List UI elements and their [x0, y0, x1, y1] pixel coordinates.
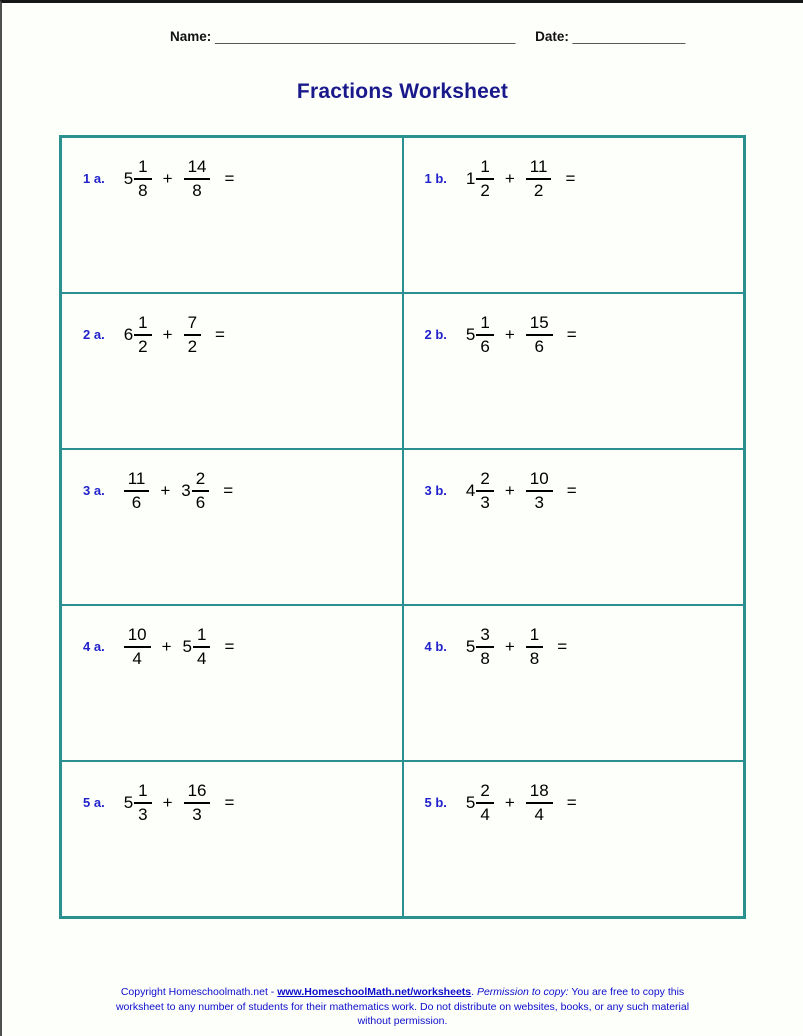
fraction	[476, 313, 493, 356]
numerator: 16	[184, 781, 211, 804]
problem	[404, 762, 744, 824]
numerator: 15	[526, 313, 553, 336]
denominator: 3	[192, 804, 202, 824]
plus-operator: +	[162, 792, 173, 812]
equals-sign: =	[557, 636, 568, 656]
permission-label: Permission to copy:	[476, 986, 569, 998]
whole-number: 4	[465, 480, 476, 500]
equals-sign: =	[224, 168, 235, 188]
fraction	[134, 781, 151, 824]
page-title: Fractions Worksheet	[296, 80, 509, 103]
fraction	[526, 157, 552, 200]
problem-cell	[403, 605, 745, 761]
problem-cell	[61, 605, 403, 761]
plus-operator: +	[160, 480, 171, 500]
fraction	[476, 625, 493, 668]
numerator: 1	[476, 313, 493, 336]
problem-cell	[61, 761, 403, 917]
problem	[404, 138, 744, 200]
operand	[526, 469, 553, 512]
numerator: 1	[134, 781, 151, 804]
problem-label: 4 b.	[424, 639, 447, 655]
problem	[62, 762, 402, 824]
operand	[183, 625, 211, 668]
numerator: 14	[184, 157, 211, 180]
denominator: 4	[197, 648, 207, 668]
problem-expression	[124, 625, 235, 668]
numerator: 7	[184, 313, 201, 336]
fraction	[526, 625, 543, 668]
operand	[124, 625, 151, 668]
worksheets-link[interactable]: www.HomeschoolMath.net/worksheets	[277, 986, 472, 998]
whole-number: 5	[182, 636, 193, 656]
plus-operator: +	[162, 168, 173, 188]
numerator: 10	[526, 469, 553, 492]
fraction	[526, 313, 553, 356]
denominator: 4	[132, 648, 142, 668]
operand	[466, 313, 494, 356]
problem	[62, 450, 402, 512]
problem-label: 2 a.	[83, 327, 105, 343]
operand	[124, 157, 152, 200]
operand	[184, 157, 211, 200]
whole-number: 5	[123, 792, 134, 812]
numerator: 11	[526, 157, 552, 180]
problem-expression	[466, 469, 577, 512]
denominator: 8	[529, 648, 540, 668]
operand	[184, 781, 211, 824]
denominator: 4	[480, 804, 490, 824]
problem-label: 4 a.	[83, 639, 105, 655]
problem-expression	[124, 469, 233, 512]
problem	[62, 606, 402, 668]
denominator: 2	[187, 336, 198, 356]
denominator: 3	[138, 804, 148, 824]
problem-expression	[466, 781, 577, 824]
plus-operator: +	[504, 480, 515, 500]
equals-sign: =	[215, 324, 225, 344]
equals-sign: =	[565, 168, 576, 188]
operand	[526, 781, 553, 824]
problem-cell	[403, 137, 745, 293]
denominator: 8	[138, 180, 148, 200]
problem	[62, 294, 402, 356]
problem-expression	[466, 157, 575, 200]
plus-operator: +	[161, 636, 172, 656]
numerator: 2	[476, 469, 493, 492]
copyright-text: Copyright Homeschoolmath.net -	[120, 986, 278, 998]
problem	[404, 294, 744, 356]
fraction	[124, 625, 151, 668]
equals-sign: =	[566, 324, 577, 344]
problem-label: 2 b.	[424, 327, 447, 343]
problem	[404, 450, 744, 512]
operand	[124, 469, 150, 512]
denominator: 6	[534, 336, 544, 356]
operand	[526, 157, 552, 200]
fraction	[476, 157, 493, 200]
fraction	[134, 313, 151, 356]
equals-sign: =	[224, 636, 235, 656]
problem	[62, 138, 402, 200]
denominator: 6	[480, 336, 490, 356]
problem-cell	[403, 293, 745, 449]
problem-label: 3 a.	[83, 483, 105, 499]
problem-expression	[466, 313, 577, 356]
whole-number: 5	[465, 324, 476, 344]
whole-number: 5	[123, 168, 134, 188]
equals-sign: =	[223, 480, 234, 500]
denominator: 4	[534, 804, 544, 824]
operand	[181, 469, 209, 512]
denominator: 8	[192, 180, 202, 200]
fraction	[476, 469, 493, 512]
problem	[404, 606, 744, 668]
operand	[466, 157, 494, 200]
after-link-text: .	[471, 986, 477, 998]
operand	[466, 625, 494, 668]
problem-expression	[124, 313, 225, 356]
problem-expression	[124, 157, 235, 200]
equals-sign: =	[566, 792, 577, 812]
numerator: 2	[192, 469, 209, 492]
problem-label: 5 a.	[83, 795, 105, 811]
operand	[184, 313, 201, 356]
problems-grid	[59, 135, 746, 919]
plus-operator: +	[504, 168, 515, 188]
operand	[526, 313, 553, 356]
name-blank-line: ________________________________________	[215, 29, 516, 44]
denominator: 6	[131, 492, 142, 512]
copyright-footer	[2, 985, 803, 1029]
plus-operator: +	[504, 324, 515, 344]
fraction	[124, 469, 150, 512]
operand	[466, 469, 494, 512]
operand	[526, 625, 543, 668]
name-label: Name:	[170, 29, 212, 44]
problem-label: 5 b.	[424, 795, 447, 811]
problem-label: 1 a.	[83, 171, 105, 187]
name-date-header	[2, 3, 803, 44]
whole-number: 5	[465, 792, 476, 812]
problem-expression	[124, 781, 235, 824]
numerator: 18	[526, 781, 553, 804]
date-label: Date:	[535, 29, 569, 44]
fraction	[192, 469, 209, 512]
denominator: 3	[480, 492, 490, 512]
whole-number: 6	[123, 324, 134, 344]
date-blank-line: _______________	[572, 29, 686, 44]
numerator: 10	[124, 625, 151, 648]
numerator: 1	[476, 157, 493, 180]
denominator: 2	[533, 180, 544, 200]
denominator: 6	[195, 492, 206, 512]
denominator: 2	[138, 336, 148, 356]
whole-number: 1	[465, 168, 476, 188]
fraction	[526, 781, 553, 824]
numerator: 2	[476, 781, 493, 804]
fraction	[184, 157, 211, 200]
problem-cell	[61, 449, 403, 605]
permission-text: You are free to copy this worksheet to any number of students for their mathematics work. Do not distribute on websites, books, or any such material without permission.	[115, 986, 690, 1028]
fraction	[134, 157, 151, 200]
fraction	[526, 469, 553, 512]
fraction	[184, 313, 201, 356]
denominator: 8	[480, 648, 490, 668]
whole-number: 5	[465, 636, 476, 656]
numerator: 1	[526, 625, 543, 648]
equals-sign: =	[566, 480, 577, 500]
fraction	[193, 625, 210, 668]
numerator: 1	[134, 157, 151, 180]
problem-label: 3 b.	[424, 483, 447, 499]
fraction	[476, 781, 493, 824]
numerator: 11	[124, 469, 150, 492]
operand	[466, 781, 494, 824]
operand	[124, 313, 152, 356]
whole-number: 3	[181, 480, 191, 500]
fraction	[184, 781, 211, 824]
numerator: 3	[476, 625, 493, 648]
problem-cell	[403, 449, 745, 605]
denominator: 2	[480, 180, 490, 200]
plus-operator: +	[162, 324, 173, 344]
plus-operator: +	[504, 792, 515, 812]
problem-cell	[61, 293, 403, 449]
plus-operator: +	[504, 636, 515, 656]
denominator: 3	[534, 492, 544, 512]
problem-cell	[61, 137, 403, 293]
numerator: 1	[193, 625, 210, 648]
operand	[124, 781, 152, 824]
problem-label: 1 b.	[424, 171, 447, 187]
numerator: 1	[134, 313, 151, 336]
problem-expression	[466, 625, 567, 668]
problem-cell	[403, 761, 745, 917]
equals-sign: =	[224, 792, 235, 812]
